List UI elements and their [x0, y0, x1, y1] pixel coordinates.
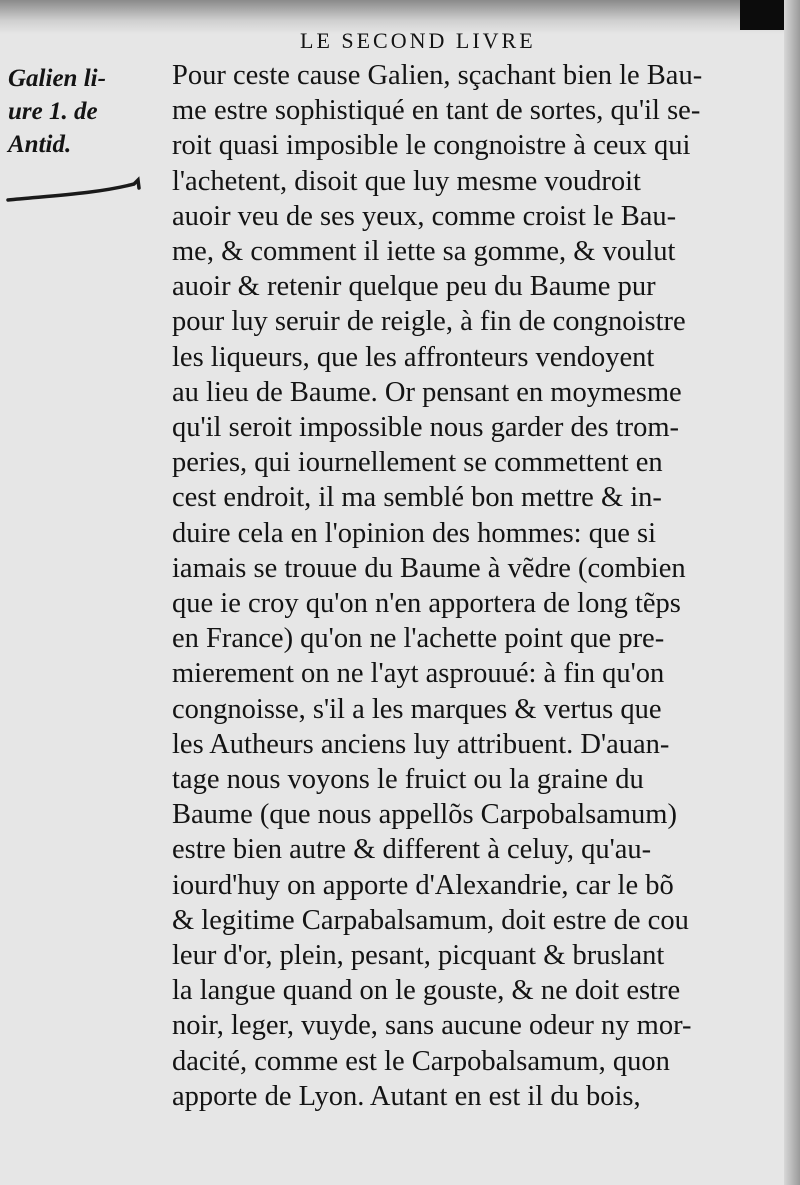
text-line: la langue quand on le gouste, & ne doit estre [172, 975, 681, 1007]
body-text [172, 58, 782, 1114]
text-line: & legitime Carpabalsamum, doit estre de cou [172, 904, 689, 936]
text-line: iamais se trouue du Baume à vẽdre (combien [172, 552, 686, 584]
text-line: auoir & retenir quelque peu du Baume pur [172, 271, 656, 303]
text-line: iourd'huy on apporte d'Alexandrie, car le bõ [172, 869, 674, 901]
text-line: me, & comment il iette sa gomme, & voulut [172, 236, 676, 268]
margin-note-line: Antid. [8, 131, 72, 158]
text-line: en France) qu'on ne l'achette point que pre- [172, 623, 665, 655]
text-line: les liqueurs, que les affronteurs vendoyent [172, 341, 655, 373]
text-line: mierement on ne l'ayt asprouué: à fin qu'on [172, 658, 665, 690]
text-line: que ie croy qu'on n'en apportera de long tẽps [172, 588, 681, 620]
margin-note [8, 62, 168, 161]
text-line: cest endroit, il ma semblé bon mettre & in- [172, 482, 662, 514]
running-head: LE SECOND LIVRE [300, 28, 536, 53]
text-line: congnoisse, s'il a les marques & vertus que [172, 693, 662, 725]
text-line: estre bien autre & different à celuy, qu'au- [172, 834, 652, 866]
text-line: me estre sophistiqué en tant de sortes, qu'il se- [172, 95, 701, 127]
text-line: peries, qui iournellement se commettent en [172, 447, 663, 479]
text-line: pour luy seruir de reigle, à fin de congnoistre [172, 306, 686, 338]
margin-bracket-icon [6, 176, 156, 212]
text-line: roit quasi imposible le congnoistre à ceux qui [172, 130, 691, 162]
text-line: Baume (que nous appellõs Carpobalsamum) [172, 799, 677, 831]
text-line: l'achetent, disoit que luy mesme voudroit [172, 165, 641, 197]
text-line: noir, leger, vuyde, sans aucune odeur ny mor- [172, 1010, 692, 1042]
text-line: leur d'or, plein, pesant, picquant & bruslant [172, 940, 665, 972]
text-line: tage nous voyons le fruict ou la graine du [172, 764, 644, 796]
text-line: qu'il seroit impossible nous garder des trom- [172, 412, 679, 444]
text-line: les Autheurs anciens luy attribuent. D'auan- [172, 728, 670, 760]
text-line: duire cela en l'opinion des hommes: que si [172, 517, 656, 549]
margin-note-line: Galien li- [8, 65, 106, 92]
text-line: Pour ceste cause Galien, sçachant bien le Bau- [172, 60, 703, 91]
text-line: dacité, comme est le Carpobalsamum, quon [172, 1045, 670, 1077]
page-right-edge [784, 0, 800, 1185]
text-line: au lieu de Baume. Or pensant en moymesme [172, 376, 682, 408]
text-line: apporte de Lyon. Autant en est il du bois, [172, 1080, 641, 1112]
text-line: auoir veu de ses yeux, comme croist le Bau- [172, 200, 677, 232]
margin-note-line: ure 1. de [8, 98, 98, 125]
